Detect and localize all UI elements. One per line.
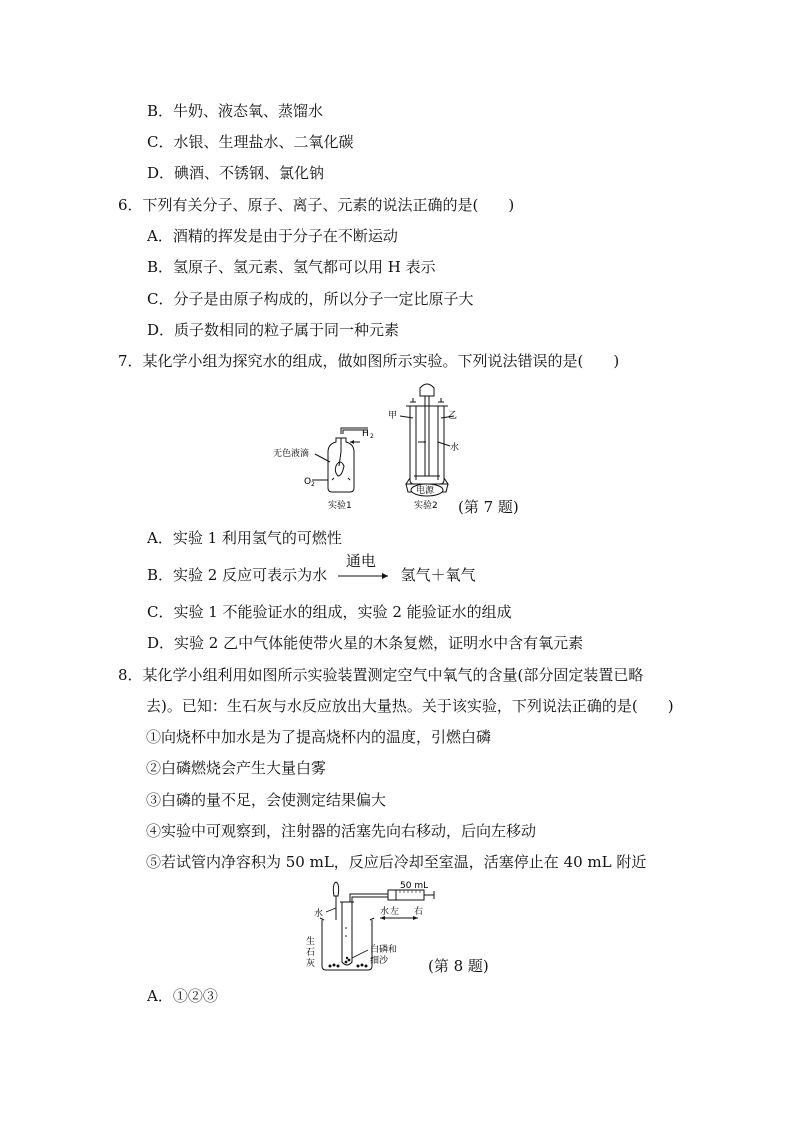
q8-label-lime-1: 生: [306, 937, 316, 947]
q8-statement-4: ④实验中可观察到，注射器的活塞先向右移动，后向左移动: [146, 822, 537, 840]
q8-stem-line1: 8．某化学小组利用如图所示实验装置测定空气中氧气的含量(部分固定装置已略: [118, 666, 644, 684]
q5-option-d: D．碘酒、不锈钢、氯化钠: [147, 164, 325, 182]
q7-label-drops: 无色液滴: [273, 449, 310, 459]
q8-apparatus-diagram: [300, 880, 440, 975]
q8-stem-line2: 去)。已知：生石灰与水反应放出大量热。关于该实验，下列说法正确的是( ): [146, 697, 674, 715]
q8-label-water: 水: [314, 909, 324, 919]
q8-statement-3: ③白磷的量不足，会使测定结果偏大: [146, 791, 387, 809]
q8-statement-2: ②白磷燃烧会产生大量白雾: [146, 759, 327, 777]
q7-option-a: A．实验 1 利用氢气的可燃性: [147, 529, 342, 547]
q7-label-o2: O: [304, 477, 312, 487]
q8-statement-1: ①向烧杯中加水是为了提高烧杯内的温度，引燃白磷: [146, 728, 492, 746]
q8-label-water2: 水: [380, 907, 390, 917]
q7-label-yi: 乙: [448, 411, 458, 421]
q8-label-sand: 细沙: [370, 956, 389, 966]
q7-option-b: [147, 552, 476, 585]
q7-figure: [270, 380, 460, 515]
q8-statement-5: ⑤若试管内净容积为 50 mL，反应后冷却至室温，活塞停止在 40 mL 附近: [146, 853, 647, 871]
q6-option-c: C．分子是由原子构成的，所以分子一定比原子大: [147, 290, 474, 308]
q7-figure-caption: (第 7 题): [458, 498, 519, 516]
q7-label-o2-sub: 2: [311, 481, 315, 488]
q7-arrow-label: 通电: [345, 552, 376, 570]
q8-label-lime-2: 石: [306, 948, 316, 958]
arrow-right-icon: [332, 571, 392, 581]
q7-stem: 7．某化学小组为探究水的组成，做如图所示实验。下列说法错误的是( ): [118, 352, 620, 370]
q6-option-a: A．酒精的挥发是由于分子在不断运动: [147, 227, 398, 245]
q6-option-d: D．质子数相同的粒子属于同一种元素: [147, 321, 400, 339]
q7-option-b-prefix: B．实验 2 反应可表示为水: [147, 566, 328, 584]
q8-label-lime-3: 灰: [306, 959, 316, 969]
q8-label-right: 右: [414, 907, 424, 917]
q7-label-exp1: 实验1: [328, 501, 352, 511]
q5-option-c: C．水银、生理盐水、二氧化碳: [147, 133, 354, 151]
q7-label-h2: H: [362, 429, 369, 439]
q7-label-water: 水: [450, 443, 460, 453]
q7-apparatus-diagram: [270, 380, 460, 515]
q7-option-d: D．实验 2 乙中气体能使带火星的木条复燃，证明水中含有氧元素: [147, 634, 584, 652]
q8-figure: [300, 880, 440, 975]
q7-option-b-suffix: 氢气＋氧气: [400, 566, 476, 584]
q8-label-left: 左: [390, 907, 400, 917]
q7-label-power: 电源: [416, 486, 435, 496]
q7-option-c: C．实验 1 不能验证水的组成，实验 2 能验证水的组成: [147, 603, 512, 621]
q8-label-phosphorus: 白磷和: [370, 945, 398, 955]
q8-option-a: A．①②③: [147, 987, 218, 1005]
q7-reaction-arrow: [332, 552, 396, 585]
q5-option-b: B．牛奶、液态氧、蒸馏水: [147, 102, 324, 120]
q8-figure-caption: (第 8 题): [428, 957, 489, 975]
q7-label-jia: 甲: [388, 411, 398, 421]
q6-stem: 6．下列有关分子、原子、离子、元素的说法正确的是( ): [118, 196, 515, 214]
q6-option-b: B．氢原子、氢元素、氢气都可以用 H 表示: [147, 258, 436, 276]
q7-label-h2-sub: 2: [370, 433, 374, 440]
q7-label-exp2: 实验2: [414, 501, 438, 511]
q8-label-50ml: 50 mL: [400, 881, 429, 891]
